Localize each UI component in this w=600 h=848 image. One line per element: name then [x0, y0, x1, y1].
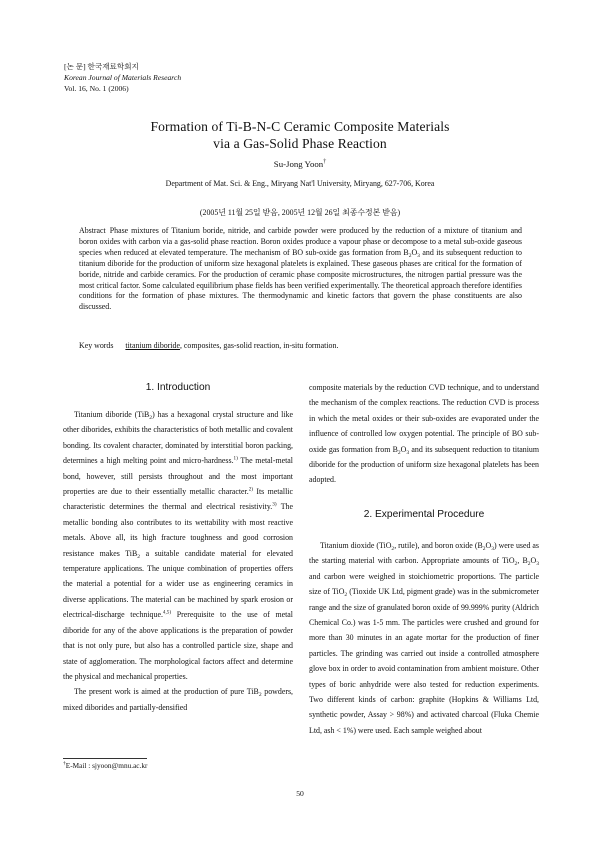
author-name: Su-Jong Yoon [273, 159, 324, 169]
right-column-top [309, 380, 539, 488]
subscript: 3 [491, 546, 494, 552]
footnote-email: E-Mail : sjyoon@mnu.ac.kr [65, 761, 148, 770]
text: a suitable candidate material for elevated temperature applications. The unique combination of properties offers the material a potential for a wider use as engineering ceramics in diverse applications. The material can be machined by spark erosion or electrical-discharge technique. [63, 548, 293, 620]
subscript: 2 [391, 546, 395, 552]
subscript: 2 [137, 553, 141, 560]
experimental-paragraph [309, 538, 539, 738]
text: O [530, 556, 537, 566]
subscript: 2 [258, 692, 262, 699]
intro-paragraph-2 [63, 684, 293, 715]
abstract-sub-2: 3 [417, 252, 420, 259]
footnote [63, 761, 147, 770]
text: The present work is aimed at the production of pure TiB [74, 687, 259, 697]
subscript: 2 [514, 561, 518, 568]
intro-continuation [309, 380, 539, 488]
received-dates: (2005년 11월 25일 받음, 2005년 12월 26일 최종수정본 받음) [199, 208, 401, 217]
footnote-rule [63, 758, 147, 759]
text: Prerequisite to the use of metal diboride for any of the above applications is the preparation of powder that is not only pure, but also has a controlled particle size, shape and state of agglomeration. The morphological factors affect and determine the physical and mechanical properties. [63, 610, 293, 681]
subscript: 2 [482, 546, 486, 552]
journal-header [64, 62, 181, 94]
text: composite materials by the reduction CVD technique, and to understand the mechanism of the complex reactions. The reduction CVD is process in which the metal oxides or their sub-oxides are evaporated under the influence of controlled low oxygen potential. The principle of BO sub-oxide gas formation from B [309, 383, 539, 454]
title-line-2: via a Gas-Solid Phase Reaction [213, 136, 387, 151]
subscript: 2 [527, 561, 531, 568]
citation: 1) [233, 455, 238, 462]
text: ) has a hexagonal crystal structure and like other diborides, exhibits the characteristics of both metallic and covalent bonding. Its covalent character, dominated by interstitial boron packing, determines a high melting point and micro-hardness. [63, 410, 294, 466]
text: The metal-metal bond, however, still persists throughout and the most important properties are due to their essentially metallic character. [63, 456, 293, 497]
abstract-sub-1: 2 [408, 252, 412, 259]
subscript: 3 [536, 561, 539, 568]
text: Titanium dioxide (TiO [320, 541, 392, 550]
keywords-label: Key words [79, 341, 114, 350]
keywords [79, 341, 522, 350]
section-heading-introduction: 1. Introduction [145, 382, 211, 393]
subscript: 2 [344, 592, 348, 599]
journal-korean-name: [논 문] 한국재료학회지 [64, 62, 139, 71]
subscript: 2 [149, 415, 153, 421]
abstract [79, 226, 522, 313]
right-column-bottom [309, 538, 539, 738]
subscript: 3 [406, 449, 410, 456]
intro-paragraph-1 [63, 407, 293, 684]
text: Its metallic characteristic determines the thermal and electrical resistivity. [63, 487, 294, 512]
journal-volume: Vol. 16, No. 1 (2006) [64, 83, 129, 93]
keyword-link[interactable]: titanium diboride [125, 341, 180, 350]
left-column [63, 407, 293, 715]
text: O [485, 541, 492, 550]
page-number: 50 [296, 789, 304, 798]
footnote-mark: † [63, 760, 66, 767]
author [0, 159, 600, 169]
text: and carbon were weighed in stoichiometric proportions. The particle size of TiO [309, 571, 539, 597]
title-line-1: Formation of Ti-B-N-C Ceramic Composite Materials [150, 119, 450, 134]
citation: 2) [248, 486, 254, 493]
abstract-label: Abstract [79, 226, 106, 235]
text: ) were used as the starting material with carbon. Appropriate amounts of TiO [309, 541, 539, 566]
abstract-text-3: and its subsequent reduction to titanium diboride for the production of uniform size hexagonal platelets is explained. These gaseous phases are critical for the formation of boride, nitride and carbide ceramics. For the production of ceramic phase composite microstructures, the nitrogen partial pressure was the most critical factor. Some calculated equilibrium phase fields has been verified experimentally. The theoretical approach therefore identifies conditions for the formation of phase mixtures. The thermodynamic and kinetic factors that govern the phase constituents are also discussed. [79, 247, 523, 312]
text: powders, mixed diborides and partially-densified [63, 687, 293, 712]
subscript: 2 [397, 449, 401, 456]
section-heading-experimental: 2. Experimental Procedure [363, 509, 485, 520]
author-mark: † [323, 159, 327, 166]
abstract-text-1: Phase mixtures of Titanium boride, nitride, and carbide powder were produced by the reduction of a mixture of titanium and boron oxides with carbon via a gas-solid phase reaction. Boron oxides produce a vapour phase or decompose to a metal sub-oxide gaseous species when reduced at elevated temperature. The mechanism of BO sub-oxide gas formation from B [79, 226, 522, 257]
text: and its subsequent reduction to titanium diboride for the production of uniform size hexagonal platelets has been adopted. [309, 444, 539, 485]
text: O [400, 444, 407, 454]
journal-english-name: Korean Journal of Materials Research [64, 72, 182, 82]
text: The metallic bonding also contributes to its wettability with most reactive metals. Above all, its high fracture toughness and good corrosion resistance makes TiB [63, 502, 293, 558]
abstract-text-2: O [411, 247, 418, 257]
paper-title [0, 118, 600, 152]
text: Titanium diboride (TiB [74, 410, 150, 419]
keywords-rest: , composites, gas-solid reaction, in-situ formation. [179, 341, 339, 350]
citation: 4,5) [162, 609, 172, 616]
text: , B [517, 556, 528, 566]
affiliation: Department of Mat. Sci. & Eng., Miryang Nat'l University, Miryang, 627-706, Korea [165, 179, 435, 188]
text: , rutile), and boron oxide (B [394, 541, 483, 550]
citation: 3) [272, 501, 277, 508]
text: (Tioxide UK Ltd, pigment grade) was in the submicrometer range and the size of granulated boron oxide of 99.999% purity (Aldrich Chemical Co.) was 1-5 mm. The particles were crushed and ground for more than 30 minutes in an agate mortar for the production of finer particles. The grinding was carried out inside a controlled atmosphere glove box in order to avoid contamination from ambient moisture. Other types of boric anhydride were also tested for reduction experiments. Two different kinds of carbon: graphite (Hopkins & Williams Ltd, synthetic powder, Assay > 98%) and activated charcoal (Fluka Chemie Ltd, ash < 1%) were used. Each sample weighed about [309, 587, 539, 735]
